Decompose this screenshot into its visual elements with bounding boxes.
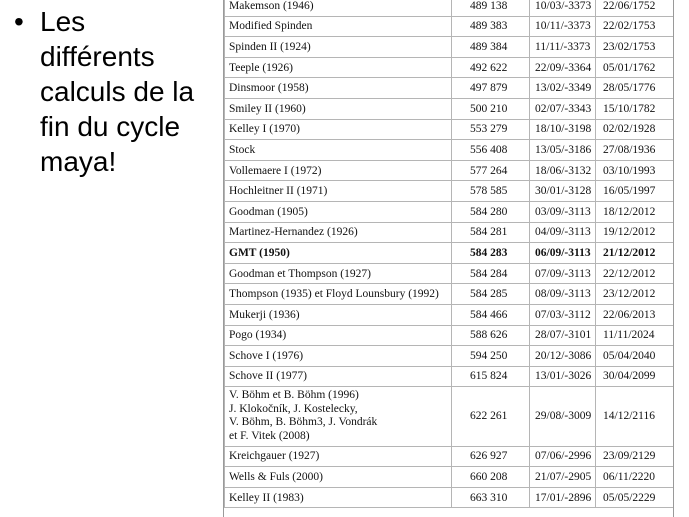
cell-number: 660 208 [452,467,530,488]
cell-name: Spinden II (1924) [225,37,452,58]
cell-date-end: 05/05/2229 [596,487,674,508]
cell-date-end: 18/12/2012 [596,201,674,222]
cell-number: 626 927 [452,446,530,467]
cell-date-start: 20/12/-3086 [530,346,596,367]
cell-date-start: 08/09/-3113 [530,284,596,305]
cell-date-end: 02/02/1928 [596,119,674,140]
cell-date-end: 05/01/1762 [596,57,674,78]
table-row [225,325,674,346]
cell-name-line: V. Böhm, B. Böhm3, J. Vondrák [229,416,378,429]
cell-date-end: 11/11/2024 [596,325,674,346]
correlation-table [224,0,674,508]
cell-name: Schove II (1977) [225,366,452,387]
cell-number: 489 384 [452,37,530,58]
cell-date-start: 06/09/-3113 [530,243,596,264]
cell-date-start: 11/11/-3373 [530,37,596,58]
cell-date-start: 07/09/-3113 [530,263,596,284]
cell-name: Goodman (1905) [225,201,452,222]
correlation-table-container [223,0,674,517]
table-row [225,467,674,488]
cell-date-start: 22/09/-3364 [530,57,596,78]
cell-date-start: 28/07/-3101 [530,325,596,346]
cell-date-end: 19/12/2012 [596,222,674,243]
table-row [225,243,674,264]
cell-number: 588 626 [452,325,530,346]
table-row [225,119,674,140]
cell-number: 577 264 [452,160,530,181]
bullet-lines [40,4,225,179]
cell-name: Goodman et Thompson (1927) [225,263,452,284]
cell-number: 578 585 [452,181,530,202]
cell-date-end: 27/08/1936 [596,140,674,161]
cell-date-end: 05/04/2040 [596,346,674,367]
table-row [225,160,674,181]
cell-name: Teeple (1926) [225,57,452,78]
cell-number: 556 408 [452,140,530,161]
cell-number: 489 138 [452,0,530,16]
cell-date-end: 15/10/1782 [596,98,674,119]
cell-name: Makemson (1946) [225,0,452,16]
cell-date-start: 10/11/-3373 [530,16,596,37]
cell-date-end: 22/12/2012 [596,263,674,284]
cell-date-end: 03/10/1993 [596,160,674,181]
cell-date-start: 13/05/-3186 [530,140,596,161]
cell-name: Martinez-Hernandez (1926) [225,222,452,243]
cell-name: Hochleitner II (1971) [225,181,452,202]
cell-name: Wells & Fuls (2000) [225,467,452,488]
cell-number: 594 250 [452,346,530,367]
cell-number: 489 383 [452,16,530,37]
cell-date-end: 21/12/2012 [596,243,674,264]
cell-date-end: 23/12/2012 [596,284,674,305]
table-row [225,0,674,16]
cell-name: Mukerji (1936) [225,304,452,325]
cell-number: 615 824 [452,366,530,387]
table-row [225,366,674,387]
cell-date-end: 28/05/1776 [596,78,674,99]
cell-date-start: 07/03/-3112 [530,304,596,325]
cell-date-start: 18/06/-3132 [530,160,596,181]
cell-date-start: 07/06/-2996 [530,446,596,467]
cell-date-start: 21/07/-2905 [530,467,596,488]
table-row [225,387,674,446]
bullet-line: fin du cycle [40,111,181,142]
table-row [225,304,674,325]
cell-name [225,387,452,446]
cell-date-start: 13/02/-3349 [530,78,596,99]
cell-date-start: 30/01/-3128 [530,181,596,202]
cell-date-end: 22/06/2013 [596,304,674,325]
cell-name: Dinsmoor (1958) [225,78,452,99]
table-row [225,98,674,119]
table-row [225,346,674,367]
table-row [225,284,674,305]
cell-date-end: 23/09/2129 [596,446,674,467]
cell-date-start: 10/03/-3373 [530,0,596,16]
cell-date-end: 22/02/1753 [596,16,674,37]
table-row [225,78,674,99]
cell-date-end: 22/06/1752 [596,0,674,16]
cell-name: Smiley II (1960) [225,98,452,119]
cell-number: 500 210 [452,98,530,119]
cell-name: Schove I (1976) [225,346,452,367]
cell-name-line: et F. Vitek (2008) [229,430,310,443]
table-row [225,487,674,508]
cell-date-start: 17/01/-2896 [530,487,596,508]
cell-date-end: 23/02/1753 [596,37,674,58]
table-row [225,140,674,161]
cell-number: 584 466 [452,304,530,325]
cell-name: Kelley II (1983) [225,487,452,508]
cell-number: 584 285 [452,284,530,305]
cell-date-start: 04/09/-3113 [530,222,596,243]
bullet-line: maya! [40,146,117,177]
cell-number: 497 879 [452,78,530,99]
cell-name: Vollemaere I (1972) [225,160,452,181]
cell-name: Modified Spinden [225,16,452,37]
cell-date-end: 14/12/2116 [596,387,674,446]
cell-name: GMT (1950) [225,243,452,264]
table-row [225,446,674,467]
cell-name: Kelley I (1970) [225,119,452,140]
table-row [225,181,674,202]
cell-number: 492 622 [452,57,530,78]
cell-number: 584 281 [452,222,530,243]
cell-date-start: 13/01/-3026 [530,366,596,387]
cell-date-end: 30/04/2099 [596,366,674,387]
cell-name-line: J. Klokočník, J. Kostelecky, [229,402,358,415]
cell-number: 584 280 [452,201,530,222]
table-row [225,201,674,222]
table-row [225,57,674,78]
cell-date-end: 16/05/1997 [596,181,674,202]
cell-number: 584 284 [452,263,530,284]
table-row [225,16,674,37]
bullet-point-icon: • [14,6,24,37]
cell-date-start: 03/09/-3113 [530,201,596,222]
table-row [225,37,674,58]
cell-number: 584 283 [452,243,530,264]
cell-date-start: 18/10/-3198 [530,119,596,140]
cell-number: 663 310 [452,487,530,508]
cell-name: Kreichgauer (1927) [225,446,452,467]
bullet-line: différents [40,41,155,72]
cell-number: 553 279 [452,119,530,140]
table-row [225,263,674,284]
cell-name: Thompson (1935) et Floyd Lounsbury (1992) [225,284,452,305]
cell-name: Pogo (1934) [225,325,452,346]
table-row [225,222,674,243]
cell-number: 622 261 [452,387,530,446]
cell-name: Stock [225,140,452,161]
bullet-line: calculs de la [40,76,195,107]
cell-date-end: 06/11/2220 [596,467,674,488]
cell-date-start: 29/08/-3009 [530,387,596,446]
cell-date-start: 02/07/-3343 [530,98,596,119]
bullet-line: Les [40,6,86,37]
cell-name-line: V. Böhm et B. Böhm (1996) [229,389,359,402]
